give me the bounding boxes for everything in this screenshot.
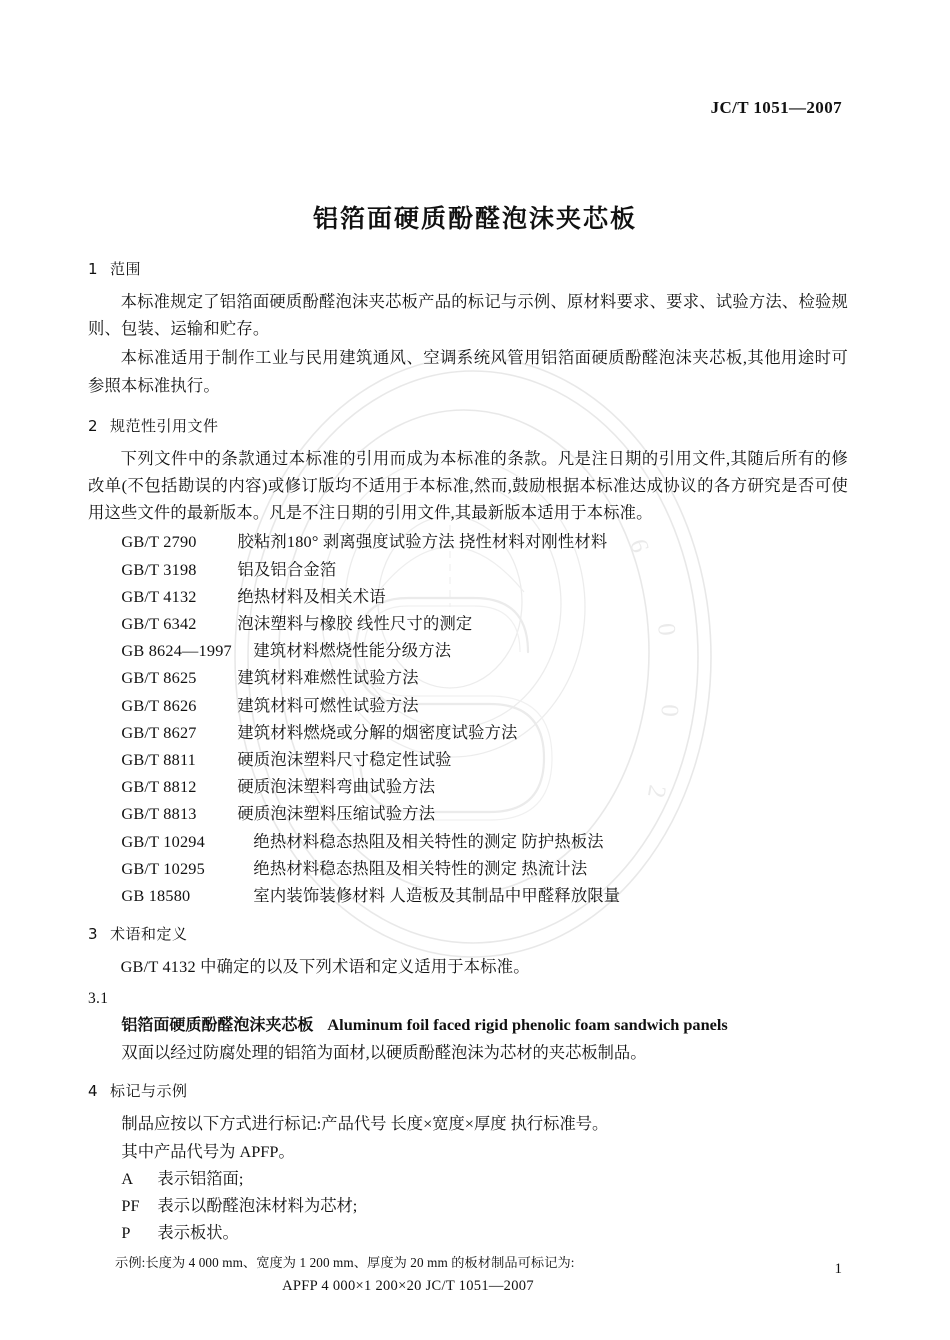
watermark-digit-0b: 0 <box>655 703 683 718</box>
marking-meaning-p: 表示板状。 <box>157 1223 239 1243</box>
section-heading-1 <box>88 258 848 279</box>
reference-code: GB/T 10295 <box>121 858 205 878</box>
reference-code: GB 18580 <box>121 886 191 906</box>
list-item <box>88 746 848 773</box>
reference-title: 建筑材料燃烧性能分级方法 <box>253 641 452 661</box>
definition-term-cn: 铝箔面硬质酚醛泡沫夹芯板 <box>121 1015 314 1035</box>
reference-title: 室内装饰装修材料 人造板及其制品中甲醛释放限量 <box>253 886 621 906</box>
page-number: 1 <box>834 1261 842 1277</box>
reference-code: GB 8624—1997 <box>121 641 232 661</box>
reference-title: 硬质泡沫塑料弯曲试验方法 <box>237 777 436 797</box>
list-item <box>88 800 848 827</box>
reference-title: 建筑材料难燃性试验方法 <box>237 668 419 688</box>
document-body <box>88 258 848 1298</box>
list-item <box>88 773 848 800</box>
reference-code: GB/T 8813 <box>121 804 197 824</box>
list-item <box>88 556 848 583</box>
section-3-label: 术语和定义 <box>110 925 188 944</box>
reference-code: GB/T 3198 <box>121 559 197 579</box>
list-item <box>88 828 848 855</box>
marking-example-label: 示例:长度为 4 000 mm、宽度为 1 200 mm、厚度为 20 mm 的板材制品可标记为: <box>115 1255 575 1271</box>
reference-code: GB/T 6342 <box>121 614 197 634</box>
marking-meaning-a: 表示铝箔面; <box>157 1168 244 1188</box>
list-item <box>88 637 848 664</box>
list-item <box>88 855 848 882</box>
watermark-digit-0a: 0 <box>652 621 681 638</box>
reference-code: GB/T 4132 <box>121 586 197 606</box>
standard-number-header: JC/T 1051—2007 <box>710 98 842 117</box>
marking-product-code: 其中产品代号为 APFP。 <box>121 1141 295 1161</box>
reference-title: 铝及铝合金箔 <box>237 559 337 579</box>
marking-intro: 制品应按以下方式进行标记:产品代号 长度×宽度×厚度 执行标准号。 <box>121 1114 609 1134</box>
section-heading-2 <box>88 415 848 436</box>
marking-example-value: APFP 4 000×1 200×20 JC/T 1051—2007 <box>282 1277 534 1294</box>
section-3-number: 3 <box>88 925 99 944</box>
list-item <box>88 664 848 691</box>
section-3-paragraph-1: GB/T 4132 中确定的以及下列术语和定义适用于本标准。 <box>120 957 530 977</box>
reference-code: GB/T 2790 <box>121 532 197 552</box>
section-heading-3 <box>88 923 848 944</box>
definition-term <box>88 1011 848 1039</box>
marking-item-p <box>88 1219 848 1246</box>
section-4-number: 4 <box>88 1082 99 1101</box>
reference-code: GB/T 8627 <box>121 722 197 742</box>
reference-code: GB/T 8625 <box>121 668 197 688</box>
list-item <box>88 719 848 746</box>
marking-meaning-pf: 表示以酚醛泡沫材料为芯材; <box>157 1196 358 1215</box>
section-1-label: 范围 <box>110 260 142 278</box>
list-item <box>88 610 848 637</box>
reference-title: 绝热材料及相关术语 <box>237 586 386 606</box>
reference-title: 建筑材料可燃性试验方法 <box>237 695 419 715</box>
marking-code-pf: PF <box>121 1196 140 1215</box>
list-item <box>88 528 848 555</box>
reference-code: GB/T 10294 <box>121 831 205 851</box>
section-2-number: 2 <box>88 416 99 435</box>
list-item <box>88 692 848 719</box>
marking-item-a <box>88 1165 848 1192</box>
reference-title: 胶粘剂180° 剥离强度试验方法 挠性材料对刚性材料 <box>237 532 608 552</box>
reference-title: 泡沫塑料与橡胶 线性尺寸的测定 <box>237 614 473 634</box>
reference-title: 建筑材料燃烧或分解的烟密度试验方法 <box>237 722 518 742</box>
section-heading-4 <box>88 1080 848 1101</box>
reference-title: 绝热材料稳态热阻及相关特性的测定 防护热板法 <box>253 831 604 851</box>
section-1-paragraph-1: 本标准规定了铝箔面硬质酚醛泡沫夹芯板产品的标记与示例、原材料要求、要求、试验方法、检验规则、包装、运输和贮存。 <box>88 292 848 339</box>
reference-code: GB/T 8812 <box>121 777 197 797</box>
list-item <box>88 882 848 909</box>
section-1-paragraph-2: 本标准适用于制作工业与民用建筑通风、空调系统风管用铝箔面硬质酚醛泡沫夹芯板,其他用途时可参照本标准执行。 <box>88 348 848 395</box>
definition-description: 双面以经过防腐处理的铝箔为面材,以硬质酚醛泡沫为芯材的夹芯板制品。 <box>121 1043 647 1063</box>
reference-code: GB/T 8626 <box>121 695 197 715</box>
marking-code-p: P <box>121 1223 131 1243</box>
marking-item-pf <box>88 1192 848 1219</box>
section-2-paragraph-1: 下列文件中的条款通过本标准的引用而成为本标准的条款。凡是注日期的引用文件,其随后所有的修改单(不包括勘误的内容)或修订版均不适用于本标准,然而,鼓励根据本标准达成协议的各方研究是否可使用这些文件的最新版本。凡是不注日期的引用文件,其最新版本适用于本标准。 <box>88 448 848 523</box>
section-2-label: 规范性引用文件 <box>110 416 219 435</box>
reference-title: 硬质泡沫塑料尺寸稳定性试验 <box>237 750 452 770</box>
reference-title: 硬质泡沫塑料压缩试验方法 <box>237 804 436 824</box>
page-title: 铝箔面硬质酚醛泡沫夹芯板 <box>312 203 637 233</box>
watermark-digit-6: 6 <box>624 536 654 556</box>
normative-reference-list <box>88 528 848 909</box>
watermark-digit-2: 2 <box>641 782 671 800</box>
clause-number-3-1: 3.1 <box>88 990 109 1008</box>
section-1-number: 1 <box>88 260 99 278</box>
section-4-label: 标记与示例 <box>110 1082 188 1101</box>
definition-term-en: Aluminum foil faced rigid phenolic foam sandwich panels <box>327 1015 728 1035</box>
reference-code: GB/T 8811 <box>121 750 197 770</box>
marking-code-a: A <box>121 1168 134 1188</box>
list-item <box>88 583 848 610</box>
reference-title: 绝热材料稳态热阻及相关特性的测定 热流计法 <box>253 858 588 878</box>
